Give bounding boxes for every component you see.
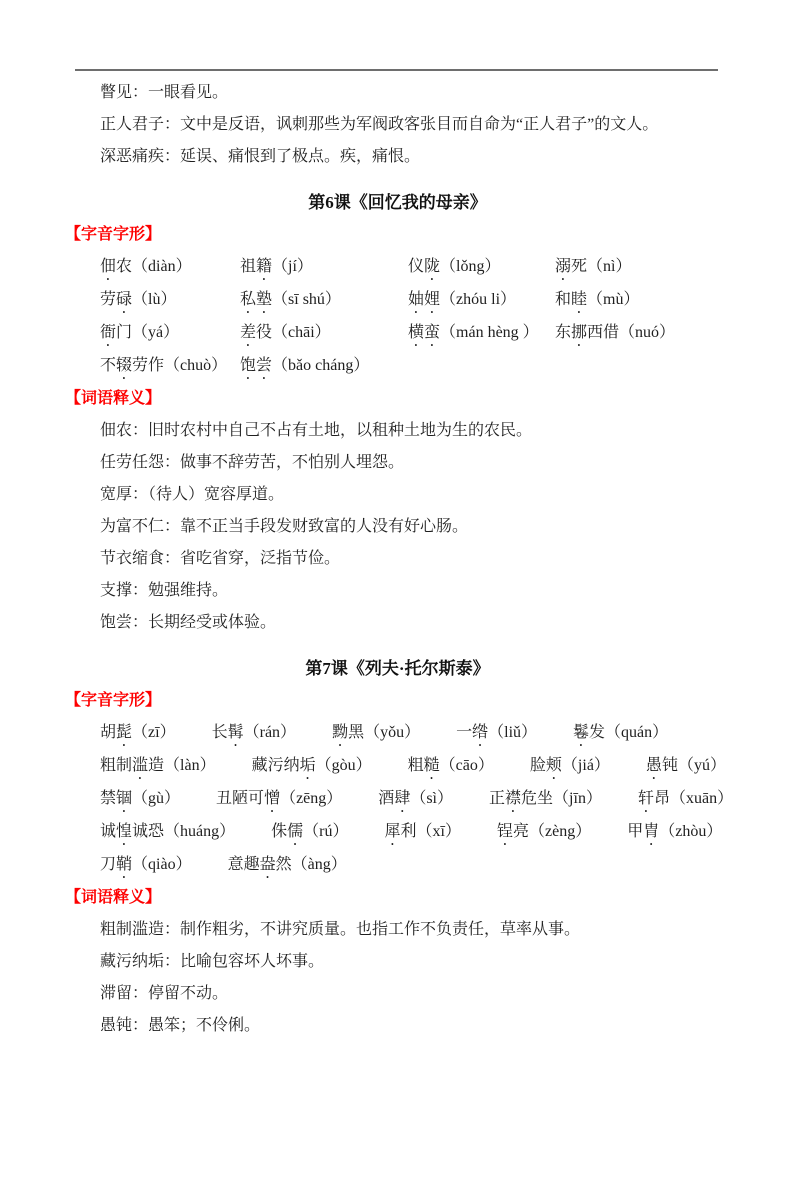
definition-item: 正人君子：文中是反语，讽刺那些为军阀政客张目而自命为“正人君子”的文人。 bbox=[100, 116, 659, 133]
lesson-7-definitions-list bbox=[65, 914, 730, 1042]
definition-item: 佃农：旧时农村中自己不占有土地，以租种土地为生的农民。 bbox=[100, 422, 533, 439]
word-pinyin-entry: 侏儒（rú） bbox=[271, 823, 349, 840]
phonetic-row bbox=[100, 717, 730, 750]
word-pinyin-entry: 差役（chāi） bbox=[240, 324, 331, 341]
emphasized-char: 黝 bbox=[332, 724, 349, 741]
word-pinyin-entry: 和睦（mù） bbox=[555, 291, 640, 308]
emphasized-char: 佃 bbox=[100, 258, 117, 275]
emphasized-char: 私 bbox=[240, 291, 257, 308]
word-pinyin-entry: 饱尝（bǎo cháng） bbox=[240, 357, 370, 374]
word-pinyin-entry: 轩昂（xuān） bbox=[637, 790, 734, 807]
word-pinyin-entry: 胡髭（zī） bbox=[100, 724, 176, 741]
emphasized-char: 饱 bbox=[240, 357, 257, 374]
word-pinyin-entry: 长髯（rán） bbox=[211, 724, 297, 741]
word-pinyin-entry: 粗糙（cāo） bbox=[407, 757, 494, 774]
emphasized-char: 肆 bbox=[394, 790, 411, 807]
word-pinyin-entry: 祖籍（jí） bbox=[240, 258, 313, 275]
emphasized-char: 愚 bbox=[645, 757, 662, 774]
word-pinyin-entry: 脸颊（jiá） bbox=[529, 757, 610, 774]
definition-item: 滞留：停留不动。 bbox=[100, 985, 229, 1002]
definition-item: 任劳任怨：做事不辞劳苦，不怕别人埋怨。 bbox=[100, 454, 405, 471]
emphasized-char: 犀 bbox=[384, 823, 401, 840]
emphasized-char: 垢 bbox=[299, 757, 316, 774]
emphasized-char: 鬈 bbox=[573, 724, 590, 741]
emphasized-char: 糙 bbox=[423, 757, 440, 774]
emphasized-char: 绺 bbox=[472, 724, 489, 741]
word-pinyin-entry: 劳碌（lù） bbox=[100, 291, 177, 308]
word-pinyin-entry: 黝黑（yǒu） bbox=[332, 724, 421, 741]
emphasized-char: 憎 bbox=[264, 790, 281, 807]
lesson-7-phonetic-header: 【字音字形】 bbox=[65, 692, 162, 709]
phonetic-row bbox=[100, 317, 730, 350]
word-pinyin-entry: 私塾（sī shú） bbox=[240, 291, 341, 308]
definition-item: 深恶痛疾：延误、痛恨到了极点。疾，痛恨。 bbox=[100, 148, 421, 165]
emphasized-char: 碌 bbox=[116, 291, 133, 308]
lesson-6-definitions-header: 【词语释义】 bbox=[65, 390, 162, 407]
intro-definitions-list bbox=[65, 77, 730, 173]
emphasized-char: 儒 bbox=[287, 823, 304, 840]
emphasized-char: 籍 bbox=[256, 258, 273, 275]
phonetic-row bbox=[100, 350, 730, 383]
definition-item: 粗制滥造：制作粗劣，不讲究质量。也指工作不负责任，草率从事。 bbox=[100, 921, 581, 938]
definition-item: 支撑：勉强维持。 bbox=[100, 582, 229, 599]
document-page bbox=[0, 69, 793, 1191]
phonetic-row bbox=[100, 849, 730, 882]
word-pinyin-entry: 意趣盎然（àng） bbox=[227, 856, 347, 873]
lesson-6-title: 第6课《回忆我的母亲》 bbox=[308, 193, 487, 212]
word-pinyin-entry: 粗制滥造（làn） bbox=[100, 757, 216, 774]
lesson-6-phonetic-rows bbox=[65, 251, 730, 383]
emphasized-char: 溺 bbox=[555, 258, 572, 275]
emphasized-char: 颊 bbox=[545, 757, 562, 774]
word-pinyin-entry: 一绺（liǔ） bbox=[456, 724, 538, 741]
word-pinyin-entry: 横蛮（mán hèng ） bbox=[408, 324, 539, 341]
emphasized-char: 滥 bbox=[132, 757, 149, 774]
definition-item: 为富不仁：靠不正当手段发财致富的人没有好心肠。 bbox=[100, 518, 469, 535]
emphasized-char: 衙 bbox=[100, 324, 117, 341]
emphasized-char: 尝 bbox=[256, 357, 273, 374]
word-pinyin-entry: 甲胄（zhòu） bbox=[627, 823, 723, 840]
page-divider-line bbox=[75, 69, 718, 71]
word-pinyin-entry: 禁锢（gù） bbox=[100, 790, 181, 807]
word-pinyin-entry: 衙门（yá） bbox=[100, 324, 180, 341]
emphasized-char: 锃 bbox=[496, 823, 513, 840]
emphasized-char: 髭 bbox=[116, 724, 133, 741]
emphasized-char: 髯 bbox=[227, 724, 244, 741]
emphasized-char: 胄 bbox=[643, 823, 660, 840]
emphasized-char: 锢 bbox=[116, 790, 133, 807]
emphasized-char: 轩 bbox=[637, 790, 654, 807]
lesson-7-phonetic-rows bbox=[65, 717, 734, 882]
definition-item: 愚钝：愚笨；不伶俐。 bbox=[100, 1017, 261, 1034]
phonetic-row bbox=[100, 251, 730, 284]
phonetic-row bbox=[100, 750, 730, 783]
word-pinyin-entry: 溺死（nì） bbox=[555, 258, 632, 275]
emphasized-char: 挪 bbox=[571, 324, 588, 341]
word-pinyin-entry: 东挪西借（nuó） bbox=[555, 324, 676, 341]
word-pinyin-entry: 佃农（diàn） bbox=[100, 258, 192, 275]
emphasized-char: 差 bbox=[240, 324, 257, 341]
definition-item: 瞥见：一眼看见。 bbox=[100, 84, 229, 101]
word-pinyin-entry: 诚惶诚恐（huáng） bbox=[100, 823, 236, 840]
lesson-6-phonetic-header: 【字音字形】 bbox=[65, 226, 162, 243]
phonetic-row bbox=[100, 284, 730, 317]
emphasized-char: 盎 bbox=[259, 856, 276, 873]
phonetic-row bbox=[100, 783, 734, 816]
emphasized-char: 横 bbox=[408, 324, 425, 341]
definition-item: 藏污纳垢：比喻包容坏人坏事。 bbox=[100, 953, 325, 970]
emphasized-char: 蛮 bbox=[424, 324, 441, 341]
emphasized-char: 睦 bbox=[571, 291, 588, 308]
emphasized-char: 鞘 bbox=[116, 856, 133, 873]
emphasized-char: 塾 bbox=[256, 291, 273, 308]
word-pinyin-entry: 锃亮（zèng） bbox=[496, 823, 592, 840]
lesson-6-definitions-list bbox=[65, 415, 730, 639]
definition-item: 宽厚：（待人）宽容厚道。 bbox=[100, 486, 285, 503]
word-pinyin-entry: 酒肆（sì） bbox=[378, 790, 454, 807]
lesson-7-section bbox=[65, 653, 734, 1042]
emphasized-char: 娌 bbox=[424, 291, 441, 308]
emphasized-char: 惶 bbox=[116, 823, 133, 840]
lesson-7-title: 第7课《列夫·托尔斯泰》 bbox=[305, 659, 490, 678]
definition-item: 节衣缩食：省吃省穿，泛指节俭。 bbox=[100, 550, 341, 567]
definition-item: 饱尝：长期经受或体验。 bbox=[100, 614, 277, 631]
lesson-7-definitions-header: 【词语释义】 bbox=[65, 889, 162, 906]
emphasized-char: 襟 bbox=[505, 790, 522, 807]
word-pinyin-entry: 丑陋可憎（zēng） bbox=[216, 790, 343, 807]
intro-definitions-section bbox=[65, 77, 730, 173]
emphasized-char: 辍 bbox=[116, 357, 133, 374]
emphasized-char: 陇 bbox=[424, 258, 441, 275]
emphasized-char: 妯 bbox=[408, 291, 425, 308]
lesson-6-section bbox=[65, 187, 730, 639]
word-pinyin-entry: 正襟危坐（jīn） bbox=[489, 790, 602, 807]
word-pinyin-entry: 刀鞘（qiào） bbox=[100, 856, 192, 873]
word-pinyin-entry: 鬈发（quán） bbox=[573, 724, 669, 741]
word-pinyin-entry: 藏污纳垢（gòu） bbox=[251, 757, 372, 774]
word-pinyin-entry: 妯娌（zhóu li） bbox=[408, 291, 517, 308]
word-pinyin-entry: 不辍劳作（chuò） bbox=[100, 357, 228, 374]
word-pinyin-entry: 犀利（xī） bbox=[384, 823, 461, 840]
word-pinyin-entry: 愚钝（yú） bbox=[645, 757, 726, 774]
phonetic-row bbox=[100, 816, 730, 849]
word-pinyin-entry: 仪陇（lǒng） bbox=[408, 258, 501, 275]
